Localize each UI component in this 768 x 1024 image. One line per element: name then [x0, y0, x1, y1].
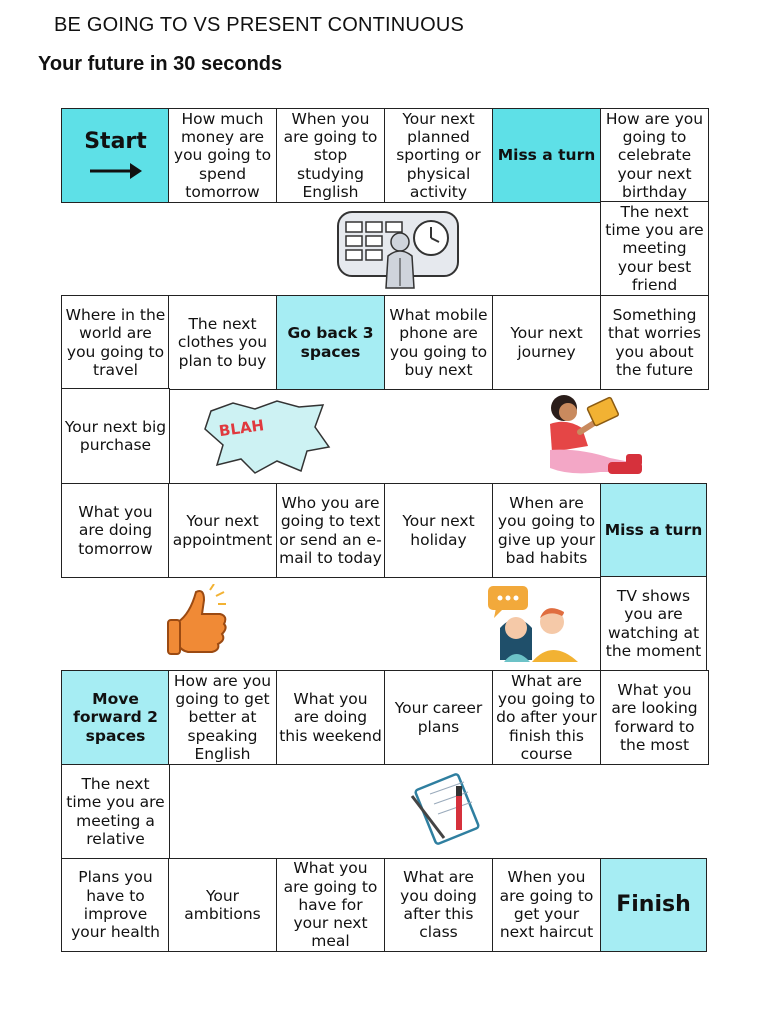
board-cell-move-forward: Move forward 2 spaces: [61, 670, 170, 765]
board-cell: Your career plans: [384, 670, 493, 765]
board-cell: When are you going to give up your bad habits: [492, 483, 601, 578]
board-cell: How are you going to celebrate your next birthday: [600, 108, 709, 203]
board-cell-finish: [600, 858, 707, 952]
finish-label: Finish: [616, 892, 691, 918]
start-label: Start: [84, 128, 147, 154]
board-cell: The next clothes you plan to buy: [168, 295, 277, 390]
page-title: BE GOING TO VS PRESENT CONTINUOUS: [54, 14, 465, 36]
board-cell-start: [61, 108, 170, 203]
board-cell: The next time you are meeting a relative: [61, 764, 170, 859]
arrow-right-icon: [88, 160, 144, 182]
woman-reading-icon: [540, 388, 658, 482]
people-chatting-icon: [486, 584, 582, 662]
board-cell: Your next holiday: [384, 483, 493, 578]
board-cell: When you are going to stop studying English: [276, 108, 385, 203]
board-cell: What are you going to do after your finish this course: [492, 670, 601, 765]
board-cell-miss-turn: Miss a turn: [492, 108, 601, 203]
board-cell-go-back: Go back 3 spaces: [276, 295, 385, 390]
board-cell-miss-turn: Miss a turn: [600, 483, 707, 578]
board-cell: What you are doing this weekend: [276, 670, 385, 765]
board-cell: TV shows you are watching at the moment: [600, 576, 707, 671]
board-cell: Your next planned sporting or physical activity: [384, 108, 493, 203]
board-cell: What you are going to have for your next meal: [276, 858, 385, 952]
board-cell: When you are going to get your next haircut: [492, 858, 601, 952]
page-subtitle: Your future in 30 seconds: [38, 53, 283, 75]
board-cell: Something that worries you about the future: [600, 295, 709, 390]
board-cell: Your next big purchase: [61, 388, 170, 484]
board-cell: How are you going to get better at speaking English: [168, 670, 277, 765]
thumbs-up-icon: [166, 584, 232, 660]
board-cell: What you are looking forward to the most: [600, 670, 709, 765]
board-cell: Plans you have to improve your health: [61, 858, 170, 952]
board-cell: Who you are going to text or send an e-mail to today: [276, 483, 385, 578]
board-cell: Where in the world are you going to travel: [61, 295, 170, 390]
board-cell: Your ambitions: [168, 858, 277, 952]
board-cell: Your next journey: [492, 295, 601, 390]
board-cell: The next time you are meeting your best friend: [600, 201, 709, 296]
speech-bubble-text: BLAH: [217, 416, 266, 441]
board-cell: What you are doing tomorrow: [61, 483, 170, 578]
board-cell: What mobile phone are you going to buy next: [384, 295, 493, 390]
notebook-pen-icon: [410, 772, 486, 846]
board-cell: How much money are you going to spend tomorrow: [168, 108, 277, 203]
board-cell: Your next appointment: [168, 483, 277, 578]
speech-bubble-icon: [203, 399, 331, 475]
board-cell: What are you doing after this class: [384, 858, 493, 952]
computer-desk-icon: [336, 208, 462, 290]
